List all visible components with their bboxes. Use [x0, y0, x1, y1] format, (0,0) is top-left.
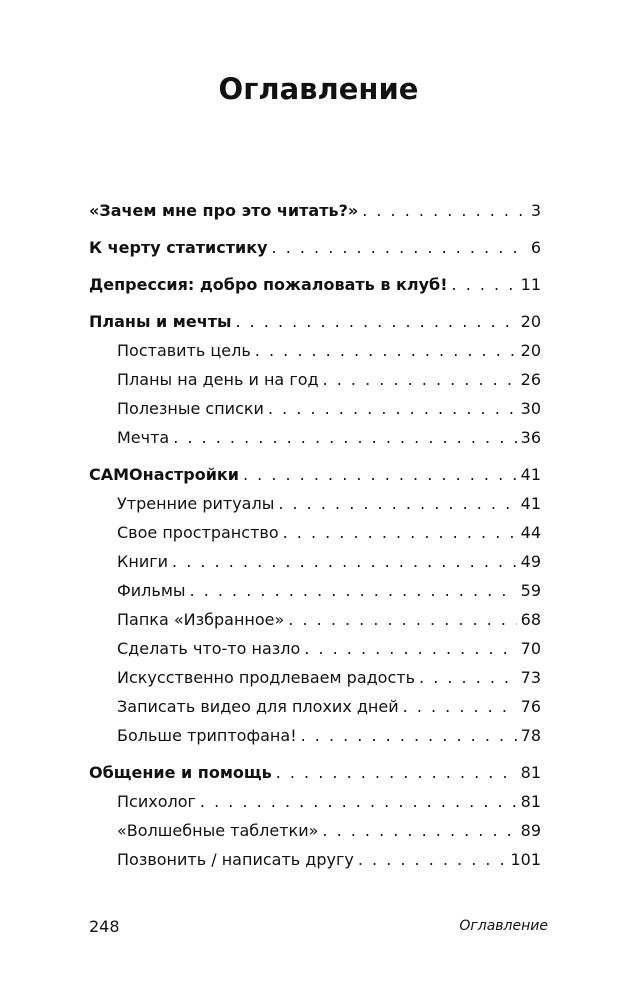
- toc-subentry: [89, 423, 541, 452]
- toc-entry-page: 11: [520, 275, 541, 294]
- toc-subentry: [89, 605, 541, 634]
- toc-leader-dots: [172, 547, 517, 576]
- toc-entry-label: Позвонить / написать другу: [117, 850, 354, 869]
- toc-entry-label: САМОнастройки: [89, 465, 239, 484]
- toc-entry-label: Искусственно продлеваем радость: [117, 668, 416, 687]
- toc-subentry: [89, 547, 541, 576]
- toc-entry-label: Планы на день и на год: [117, 370, 319, 389]
- table-of-contents: [89, 196, 541, 874]
- toc-entry-page: 41: [520, 465, 541, 484]
- toc-entry-label: Сделать что-то назло: [117, 639, 301, 658]
- toc-entry-page: 3: [530, 201, 541, 220]
- toc-subentry: [89, 489, 541, 518]
- toc-leader-dots: [362, 196, 527, 225]
- toc-entry-page: 30: [520, 399, 541, 418]
- toc-entry-page: 20: [520, 341, 541, 360]
- toc-entry-page: 70: [520, 639, 541, 658]
- toc-subentry: [89, 787, 541, 816]
- toc-entry-page: 49: [520, 552, 541, 571]
- toc-subentry: [89, 518, 541, 547]
- toc-leader-dots: [288, 605, 516, 634]
- toc-leader-dots: [301, 721, 517, 750]
- toc-entry-label: Планы и мечты: [89, 312, 232, 331]
- toc-subentry: [89, 816, 541, 845]
- running-title: Оглавление: [459, 918, 548, 934]
- toc-leader-dots: [323, 365, 517, 394]
- toc-subentry: [89, 692, 541, 721]
- toc-subentry: [89, 394, 541, 423]
- page-title: Оглавление: [218, 72, 419, 106]
- toc-entry-label: Мечта: [117, 428, 170, 447]
- toc-leader-dots: [304, 634, 516, 663]
- toc-leader-dots: [276, 758, 517, 787]
- toc-entry-page: 89: [520, 821, 541, 840]
- toc-entry-page: 44: [520, 523, 541, 542]
- toc-entry-page: 6: [530, 238, 541, 257]
- toc-entry-page: 81: [520, 792, 541, 811]
- toc-entry-label: Утренние ритуалы: [117, 494, 275, 513]
- toc-entry-label: Поставить цель: [117, 341, 251, 360]
- toc-entry: [89, 307, 541, 336]
- toc-entry-label: Психолог: [117, 792, 196, 811]
- toc-leader-dots: [358, 845, 507, 874]
- toc-entry: [89, 758, 541, 787]
- toc-entry-label: Больше триптофана!: [117, 726, 297, 745]
- toc-leader-dots: [255, 336, 517, 365]
- toc-leader-dots: [272, 233, 527, 262]
- toc-leader-dots: [403, 692, 517, 721]
- toc-entry-page: 36: [520, 428, 541, 447]
- toc-subentry: [89, 634, 541, 663]
- toc-leader-dots: [283, 518, 517, 547]
- toc-entry-page: 68: [520, 610, 541, 629]
- toc-entry-label: «Волшебные таблетки»: [117, 821, 319, 840]
- toc-leader-dots: [268, 394, 517, 423]
- toc-leader-dots: [243, 460, 517, 489]
- toc-leader-dots: [419, 663, 517, 692]
- toc-entry-label: Полезные списки: [117, 399, 264, 418]
- toc-subentry: [89, 336, 541, 365]
- toc-subentry: [89, 721, 541, 750]
- toc-leader-dots: [200, 787, 517, 816]
- toc-entry-page: 73: [520, 668, 541, 687]
- toc-entry: [89, 233, 541, 262]
- toc-entry-label: Общение и помощь: [89, 763, 272, 782]
- toc-entry-page: 78: [520, 726, 541, 745]
- toc-entry-page: 26: [520, 370, 541, 389]
- toc-leader-dots: [173, 423, 516, 452]
- toc-entry-page: 76: [520, 697, 541, 716]
- toc-leader-dots: [278, 489, 516, 518]
- toc-entry: [89, 270, 541, 299]
- toc-entry-label: Свое пространство: [117, 523, 279, 542]
- page-number: 248: [89, 917, 120, 936]
- toc-entry-page: 20: [520, 312, 541, 331]
- toc-leader-dots: [235, 307, 516, 336]
- toc-entry-label: Депрессия: добро пожаловать в клуб!: [89, 275, 448, 294]
- toc-entry-page: 41: [520, 494, 541, 513]
- toc-entry-label: К черту статистику: [89, 238, 268, 257]
- toc-entry-label: Фильмы: [117, 581, 186, 600]
- toc-entry: [89, 460, 541, 489]
- toc-entry-label: Книги: [117, 552, 169, 571]
- toc-subentry: [89, 663, 541, 692]
- toc-leader-dots: [190, 576, 517, 605]
- toc-leader-dots: [452, 270, 517, 299]
- toc-subentry: [89, 845, 541, 874]
- toc-entry-page: 81: [520, 763, 541, 782]
- toc-entry-label: «Зачем мне про это читать?»: [89, 201, 359, 220]
- toc-entry: [89, 196, 541, 225]
- toc-entry-label: Записать видео для плохих дней: [117, 697, 399, 716]
- toc-leader-dots: [322, 816, 516, 845]
- toc-entry-page: 59: [520, 581, 541, 600]
- toc-subentry: [89, 365, 541, 394]
- toc-entry-label: Папка «Избранное»: [117, 610, 285, 629]
- toc-subentry: [89, 576, 541, 605]
- toc-entry-page: 101: [510, 850, 541, 869]
